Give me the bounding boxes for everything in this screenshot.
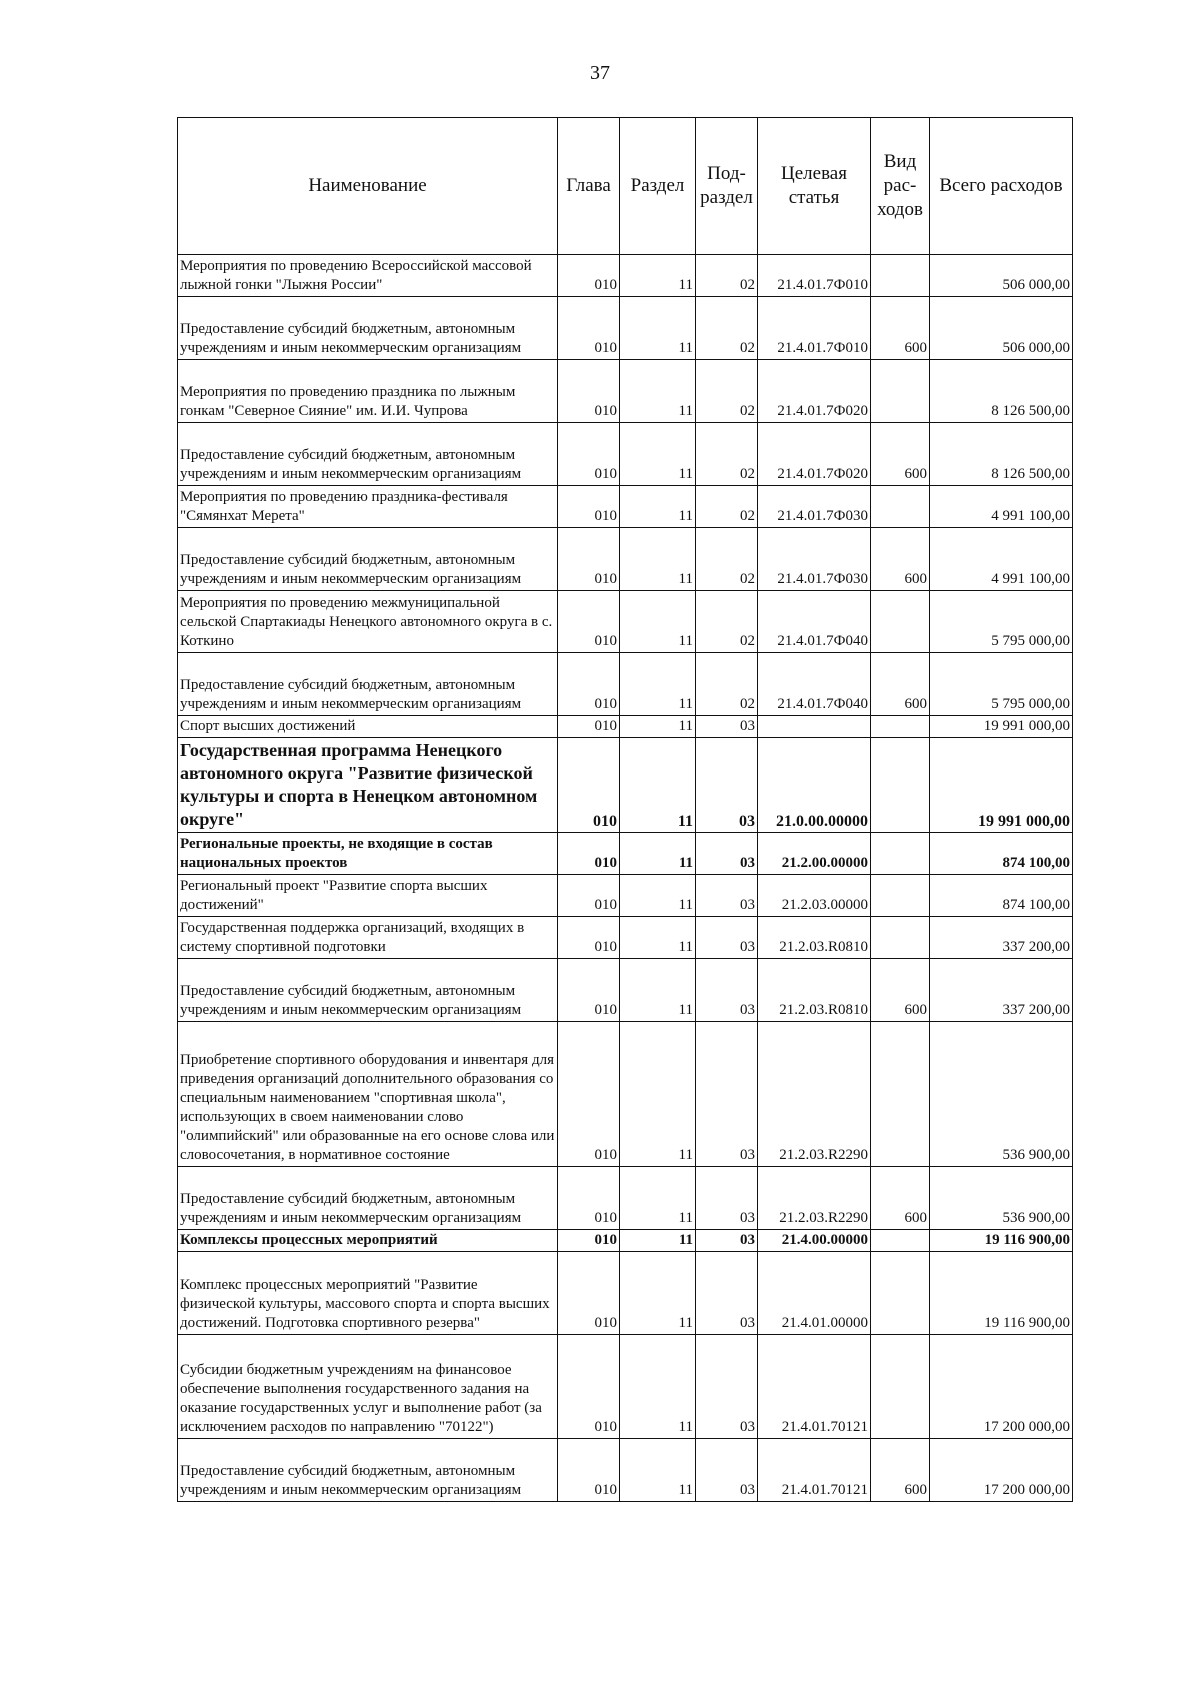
row-kind xyxy=(871,833,930,875)
row-kind xyxy=(871,716,930,738)
row-section: 11 xyxy=(620,1252,696,1335)
row-section: 11 xyxy=(620,1439,696,1502)
row-total: 19 991 000,00 xyxy=(930,716,1073,738)
row-target: 21.4.01.7Ф010 xyxy=(758,255,871,297)
table-row xyxy=(178,1439,1073,1502)
row-target: 21.4.01.7Ф030 xyxy=(758,528,871,591)
row-target: 21.4.01.7Ф040 xyxy=(758,653,871,716)
row-chapter: 010 xyxy=(558,875,620,917)
row-name: Предоставление субсидий бюджетным, автономным учреждениям и иным некоммерческим организациям xyxy=(178,423,558,486)
budget-table xyxy=(177,117,1073,1502)
row-kind xyxy=(871,738,930,833)
row-chapter: 010 xyxy=(558,917,620,959)
row-section: 11 xyxy=(620,360,696,423)
row-total: 536 900,00 xyxy=(930,1167,1073,1230)
row-subsection: 03 xyxy=(696,716,758,738)
row-kind xyxy=(871,591,930,653)
row-total: 17 200 000,00 xyxy=(930,1335,1073,1439)
row-name: Мероприятия по проведению Всероссийской массовой лыжной гонки "Лыжня России" xyxy=(178,255,558,297)
row-kind xyxy=(871,1230,930,1252)
row-subsection: 02 xyxy=(696,255,758,297)
row-subsection: 03 xyxy=(696,917,758,959)
table-row xyxy=(178,486,1073,528)
row-name: Региональные проекты, не входящие в состав национальных проектов xyxy=(178,833,558,875)
row-kind: 600 xyxy=(871,1439,930,1502)
row-target: 21.2.00.00000 xyxy=(758,833,871,875)
row-name: Приобретение спортивного оборудования и инвентаря для приведения организаций дополнительного образования со специальным наименованием "спортивная школа", использующих в своем наименовании слово "олимпийский" или образованные на его основе слова или словосочетания, в нормативное состояние xyxy=(178,1022,558,1167)
row-chapter: 010 xyxy=(558,486,620,528)
row-target: 21.4.01.70121 xyxy=(758,1335,871,1439)
table-row xyxy=(178,1252,1073,1335)
table-row xyxy=(178,1335,1073,1439)
row-name: Государственная поддержка организаций, входящих в систему спортивной подготовки xyxy=(178,917,558,959)
row-name: Предоставление субсидий бюджетным, автономным учреждениям и иным некоммерческим организациям xyxy=(178,528,558,591)
row-subsection: 03 xyxy=(696,833,758,875)
row-name: Комплексы процессных мероприятий xyxy=(178,1230,558,1252)
row-kind xyxy=(871,1335,930,1439)
table-row xyxy=(178,591,1073,653)
row-chapter: 010 xyxy=(558,255,620,297)
row-subsection: 03 xyxy=(696,875,758,917)
row-target: 21.4.01.7Ф040 xyxy=(758,591,871,653)
row-subsection: 03 xyxy=(696,738,758,833)
row-subsection: 03 xyxy=(696,1022,758,1167)
table-row xyxy=(178,875,1073,917)
row-target: 21.4.01.7Ф010 xyxy=(758,297,871,360)
row-name: Предоставление субсидий бюджетным, автономным учреждениям и иным некоммерческим организациям xyxy=(178,297,558,360)
row-chapter: 010 xyxy=(558,591,620,653)
row-kind xyxy=(871,255,930,297)
table-row xyxy=(178,959,1073,1022)
row-total: 874 100,00 xyxy=(930,833,1073,875)
row-chapter: 010 xyxy=(558,1022,620,1167)
row-name: Предоставление субсидий бюджетным, автономным учреждениям и иным некоммерческим организациям xyxy=(178,653,558,716)
row-section: 11 xyxy=(620,917,696,959)
row-section: 11 xyxy=(620,1022,696,1167)
row-section: 11 xyxy=(620,738,696,833)
row-kind xyxy=(871,360,930,423)
row-name: Региональный проект "Развитие спорта высших достижений" xyxy=(178,875,558,917)
row-section: 11 xyxy=(620,423,696,486)
row-chapter: 010 xyxy=(558,653,620,716)
row-section: 11 xyxy=(620,1335,696,1439)
row-name: Предоставление субсидий бюджетным, автономным учреждениям и иным некоммерческим организациям xyxy=(178,1167,558,1230)
row-name: Государственная программа Ненецкого автономного округа "Развитие физической культуры и спорта в Ненецком автономном округе" xyxy=(178,738,558,833)
row-section: 11 xyxy=(620,255,696,297)
table-row xyxy=(178,653,1073,716)
row-total: 506 000,00 xyxy=(930,297,1073,360)
row-kind: 600 xyxy=(871,959,930,1022)
page-number: 37 xyxy=(590,62,610,84)
row-chapter: 010 xyxy=(558,716,620,738)
row-section: 11 xyxy=(620,653,696,716)
col-header-name: Наименование xyxy=(178,118,558,255)
row-subsection: 02 xyxy=(696,653,758,716)
row-name: Спорт высших достижений xyxy=(178,716,558,738)
col-header-subsection: Под-раздел xyxy=(696,118,758,255)
col-header-target: Целевая статья xyxy=(758,118,871,255)
row-kind xyxy=(871,1252,930,1335)
row-kind xyxy=(871,875,930,917)
row-target: 21.2.03.R2290 xyxy=(758,1167,871,1230)
row-section: 11 xyxy=(620,528,696,591)
row-total: 506 000,00 xyxy=(930,255,1073,297)
row-name: Мероприятия по проведению праздника по лыжным гонкам "Северное Сияние" им. И.И. Чупрова xyxy=(178,360,558,423)
row-target: 21.4.01.00000 xyxy=(758,1252,871,1335)
row-kind: 600 xyxy=(871,297,930,360)
table-row xyxy=(178,297,1073,360)
row-section: 11 xyxy=(620,959,696,1022)
row-total: 4 991 100,00 xyxy=(930,528,1073,591)
row-target: 21.2.03.R0810 xyxy=(758,917,871,959)
col-header-total: Всего расходов xyxy=(930,118,1073,255)
row-kind: 600 xyxy=(871,528,930,591)
row-target: 21.4.01.7Ф030 xyxy=(758,486,871,528)
table-row xyxy=(178,1230,1073,1252)
row-target xyxy=(758,716,871,738)
row-total: 337 200,00 xyxy=(930,917,1073,959)
header-row xyxy=(178,118,1073,255)
table-row xyxy=(178,360,1073,423)
row-target: 21.2.03.R0810 xyxy=(758,959,871,1022)
row-kind: 600 xyxy=(871,423,930,486)
row-chapter: 010 xyxy=(558,1230,620,1252)
row-name: Мероприятия по проведению межмуниципальной сельской Спартакиады Ненецкого автономного округа в с. Коткино xyxy=(178,591,558,653)
row-name: Комплекс процессных мероприятий "Развитие физической культуры, массового спорта и спорта высших достижений. Подготовка спортивного резерва" xyxy=(178,1252,558,1335)
row-kind: 600 xyxy=(871,653,930,716)
row-total: 8 126 500,00 xyxy=(930,423,1073,486)
row-target: 21.4.01.7Ф020 xyxy=(758,360,871,423)
row-subsection: 03 xyxy=(696,1230,758,1252)
table-row xyxy=(178,833,1073,875)
table-row xyxy=(178,1167,1073,1230)
table-row xyxy=(178,528,1073,591)
col-header-kind: Вид рас-ходов xyxy=(871,118,930,255)
row-total: 8 126 500,00 xyxy=(930,360,1073,423)
row-total: 337 200,00 xyxy=(930,959,1073,1022)
row-kind xyxy=(871,917,930,959)
row-section: 11 xyxy=(620,486,696,528)
row-chapter: 010 xyxy=(558,297,620,360)
row-total: 536 900,00 xyxy=(930,1022,1073,1167)
row-total: 874 100,00 xyxy=(930,875,1073,917)
row-chapter: 010 xyxy=(558,833,620,875)
row-target: 21.4.01.7Ф020 xyxy=(758,423,871,486)
row-total: 4 991 100,00 xyxy=(930,486,1073,528)
row-subsection: 02 xyxy=(696,486,758,528)
row-name: Предоставление субсидий бюджетным, автономным учреждениям и иным некоммерческим организациям xyxy=(178,1439,558,1502)
row-section: 11 xyxy=(620,875,696,917)
row-chapter: 010 xyxy=(558,1167,620,1230)
row-subsection: 03 xyxy=(696,959,758,1022)
row-kind xyxy=(871,1022,930,1167)
row-chapter: 010 xyxy=(558,528,620,591)
row-section: 11 xyxy=(620,1230,696,1252)
table-row xyxy=(178,716,1073,738)
row-subsection: 02 xyxy=(696,528,758,591)
row-section: 11 xyxy=(620,591,696,653)
row-chapter: 010 xyxy=(558,738,620,833)
row-chapter: 010 xyxy=(558,959,620,1022)
row-section: 11 xyxy=(620,833,696,875)
row-total: 19 116 900,00 xyxy=(930,1230,1073,1252)
row-target: 21.4.00.00000 xyxy=(758,1230,871,1252)
row-name: Предоставление субсидий бюджетным, автономным учреждениям и иным некоммерческим организациям xyxy=(178,959,558,1022)
row-section: 11 xyxy=(620,716,696,738)
row-target: 21.2.03.00000 xyxy=(758,875,871,917)
row-chapter: 010 xyxy=(558,1439,620,1502)
row-subsection: 03 xyxy=(696,1335,758,1439)
row-subsection: 02 xyxy=(696,360,758,423)
row-total: 17 200 000,00 xyxy=(930,1439,1073,1502)
row-chapter: 010 xyxy=(558,1252,620,1335)
row-chapter: 010 xyxy=(558,1335,620,1439)
row-subsection: 02 xyxy=(696,297,758,360)
row-subsection: 02 xyxy=(696,423,758,486)
row-subsection: 03 xyxy=(696,1252,758,1335)
table-row xyxy=(178,255,1073,297)
row-chapter: 010 xyxy=(558,423,620,486)
table-row xyxy=(178,738,1073,833)
row-target: 21.0.00.00000 xyxy=(758,738,871,833)
row-target: 21.4.01.70121 xyxy=(758,1439,871,1502)
row-section: 11 xyxy=(620,297,696,360)
row-name: Мероприятия по проведению праздника-фестиваля "Сямянхат Мерета" xyxy=(178,486,558,528)
row-subsection: 02 xyxy=(696,591,758,653)
table-row xyxy=(178,1022,1073,1167)
row-chapter: 010 xyxy=(558,360,620,423)
col-header-chapter: Глава xyxy=(558,118,620,255)
row-subsection: 03 xyxy=(696,1167,758,1230)
row-kind xyxy=(871,486,930,528)
row-total: 5 795 000,00 xyxy=(930,653,1073,716)
row-target: 21.2.03.R2290 xyxy=(758,1022,871,1167)
row-name: Субсидии бюджетным учреждениям на финансовое обеспечение выполнения государственного задания на оказание государственных услуг и выполнение работ (за исключением расходов по направлению "70122") xyxy=(178,1335,558,1439)
row-total: 19 116 900,00 xyxy=(930,1252,1073,1335)
row-total: 19 991 000,00 xyxy=(930,738,1073,833)
col-header-section: Раздел xyxy=(620,118,696,255)
row-section: 11 xyxy=(620,1167,696,1230)
row-total: 5 795 000,00 xyxy=(930,591,1073,653)
table-row xyxy=(178,423,1073,486)
row-kind: 600 xyxy=(871,1167,930,1230)
row-subsection: 03 xyxy=(696,1439,758,1502)
table-row xyxy=(178,917,1073,959)
